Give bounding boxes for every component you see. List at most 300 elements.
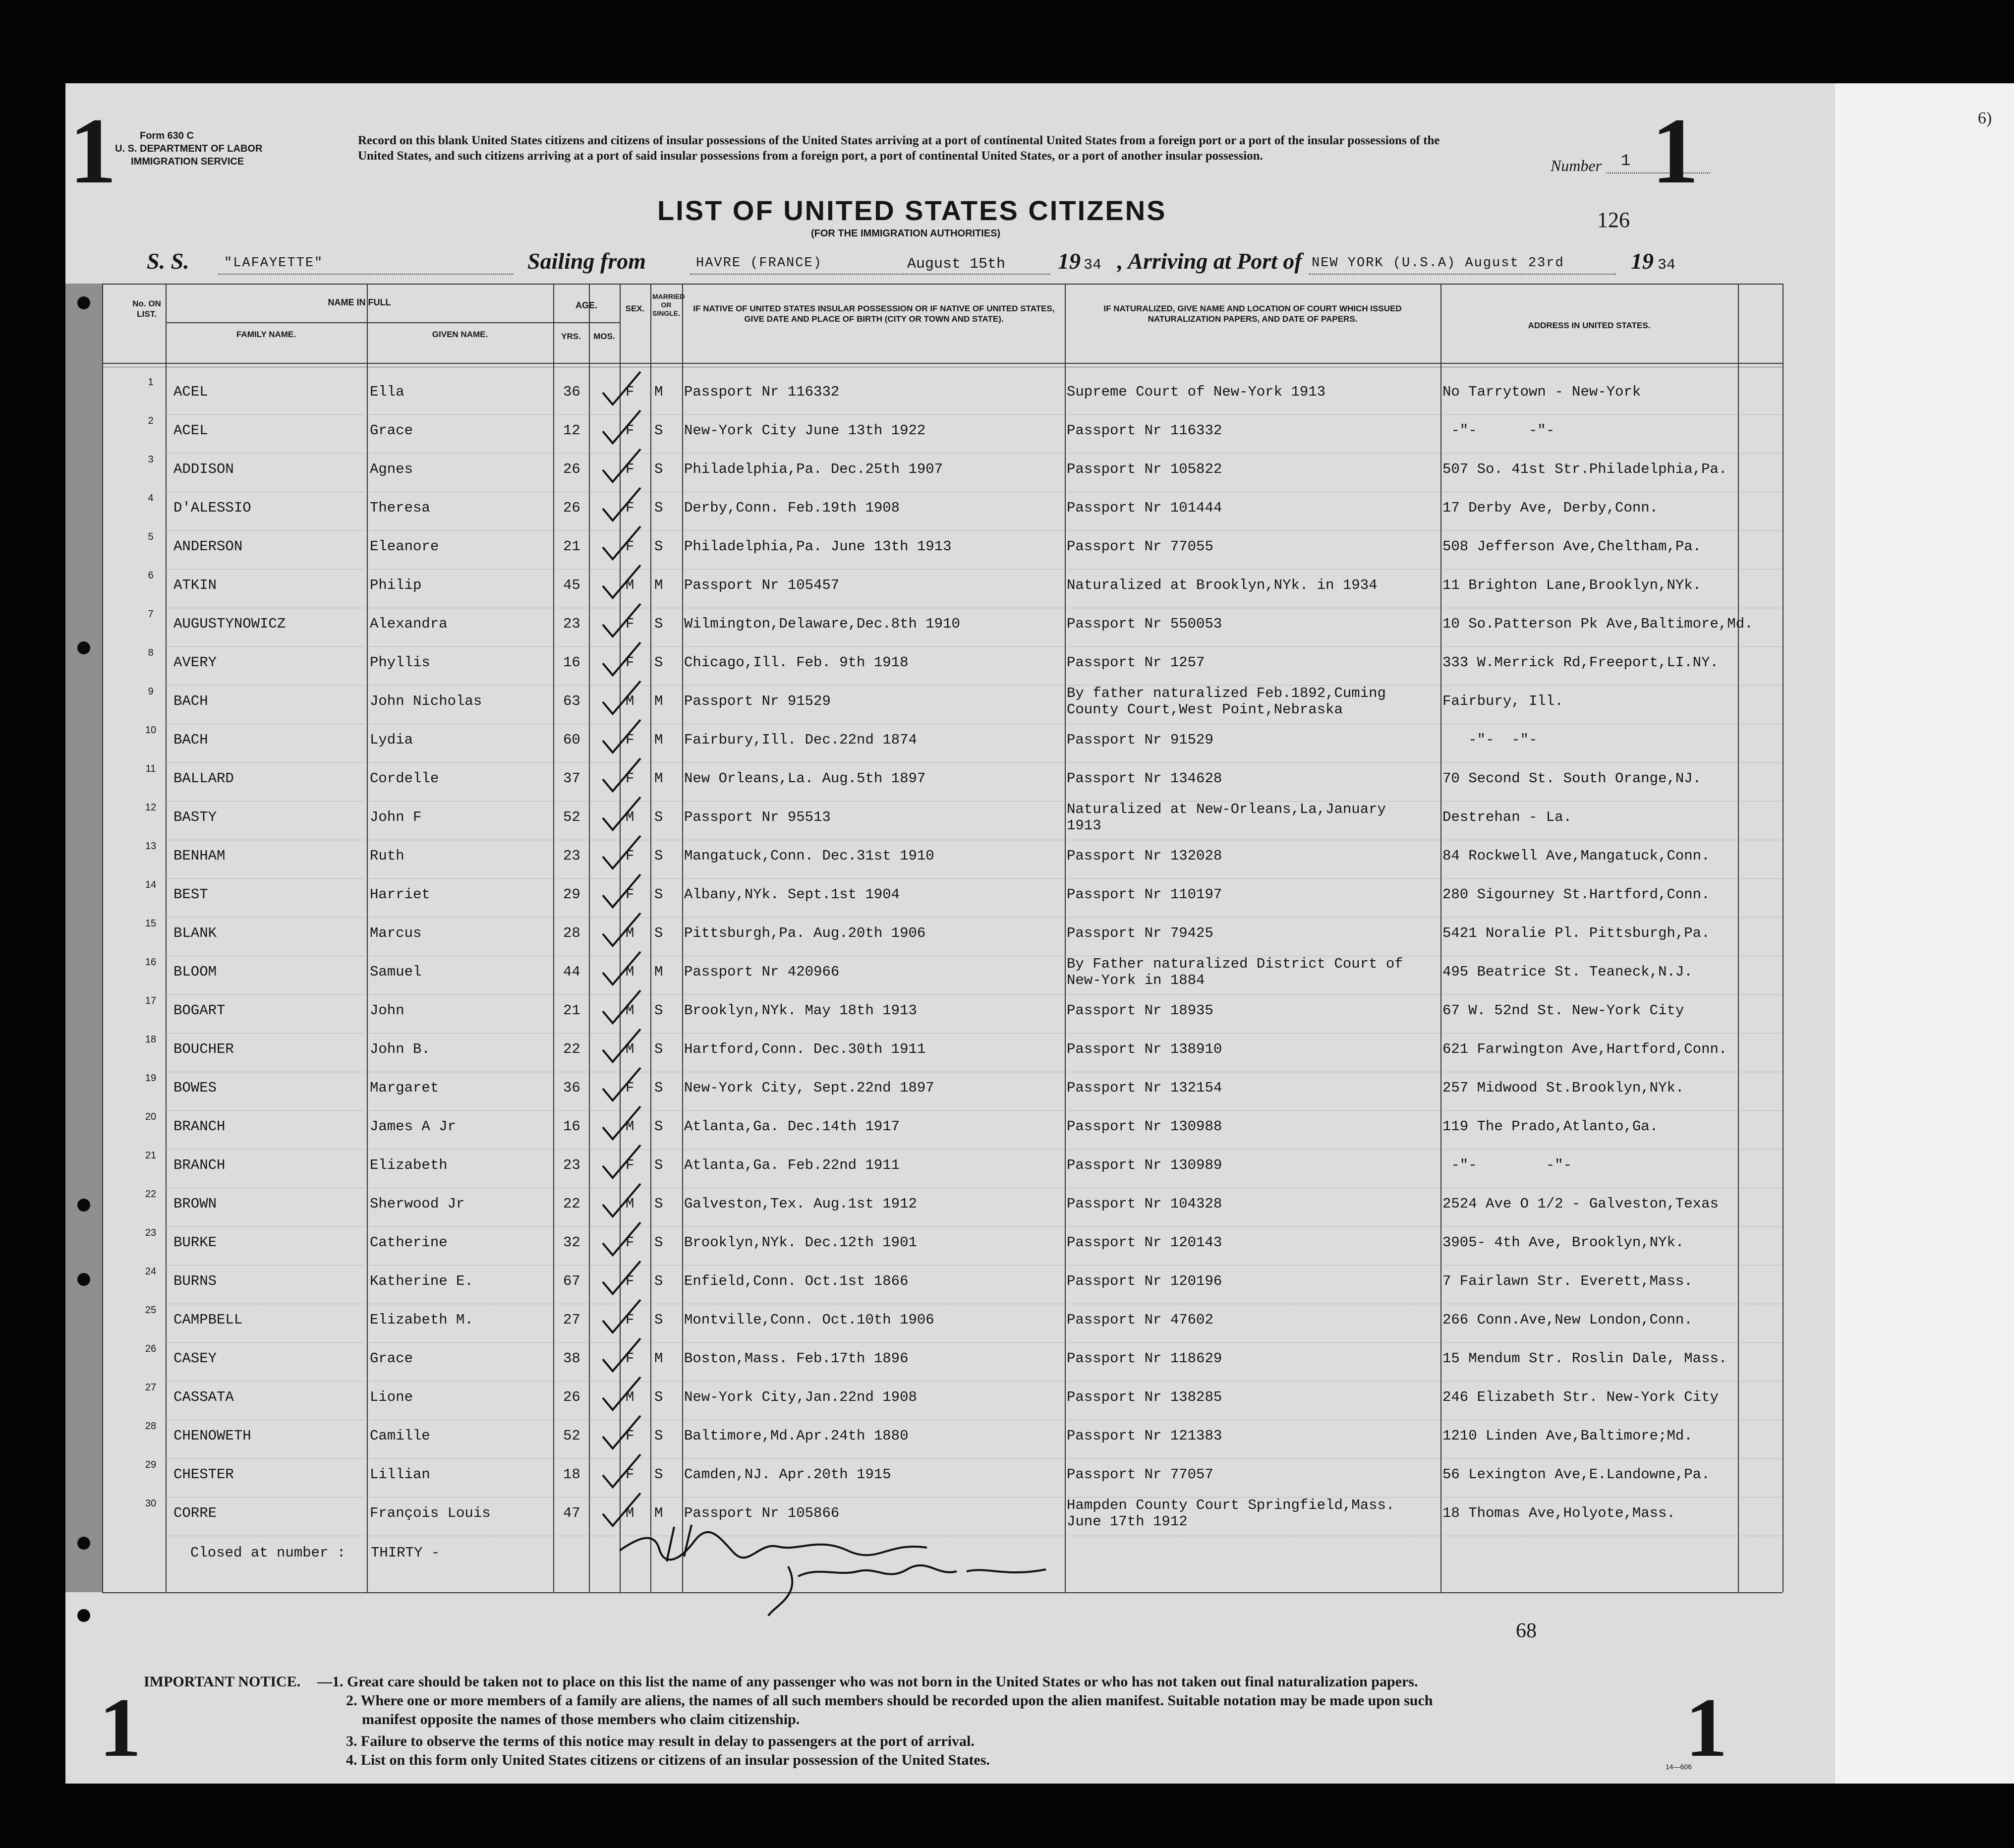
us-address: 266 Conn.Ave,New London,Conn. (1442, 1312, 1693, 1328)
row-number: 7 (148, 609, 154, 620)
family-name: BALLARD (173, 770, 234, 787)
arriving-port: NEW YORK (U.S.A) August 23rd (1312, 256, 1564, 271)
row-rule (166, 569, 1783, 570)
given-name: Elizabeth M. (370, 1312, 473, 1328)
table-row (0, 1150, 2014, 1188)
family-name: CHESTER (173, 1466, 234, 1483)
inspector-check-mark (593, 1257, 647, 1302)
us-address: 15 Mendum Str. Roslin Dale, Mass. (1442, 1350, 1727, 1367)
col-age: AGE. (575, 300, 597, 310)
inspector-check-mark (593, 406, 647, 451)
col-given-name: GIVEN NAME. (432, 330, 488, 339)
given-name: Alexandra (370, 616, 448, 632)
us-address: 5421 Noralie Pl. Pittsburgh,Pa. (1442, 925, 1710, 941)
us-address: 67 W. 52nd St. New-York City (1442, 1002, 1684, 1019)
inspector-check-mark (593, 638, 647, 683)
inspector-check-mark (593, 1450, 647, 1495)
family-name: BENHAM (173, 848, 226, 864)
table-row (0, 1459, 2014, 1498)
marital-status: M (654, 1505, 663, 1521)
sex: M (626, 577, 634, 593)
naturalization: Passport Nr 118629 (1067, 1350, 1222, 1367)
notice-item-1: —1. Great care should be taken not to place on this list the name of any passenger who was not born in the United States or who has not taken out final naturalization papers. (317, 1674, 1418, 1690)
naturalization: Passport Nr 116332 (1067, 422, 1222, 439)
sex: F (626, 1234, 634, 1251)
family-name: BACH (173, 732, 208, 748)
marital-status: S (654, 1312, 663, 1328)
table-row (0, 1343, 2014, 1382)
page-number: 68 (1516, 1619, 1537, 1642)
age-years: 45 (563, 577, 580, 593)
given-name: Ella (370, 384, 404, 400)
sex: F (626, 538, 634, 555)
age-years: 63 (563, 693, 580, 709)
family-name: BURKE (173, 1234, 217, 1251)
place-of-birth: Boston,Mass. Feb.17th 1896 (684, 1350, 909, 1367)
given-name: John (370, 1002, 404, 1019)
table-row (0, 531, 2014, 570)
sex: M (626, 1118, 634, 1135)
us-address: 2524 Ave O 1/2 - Galveston,Texas (1442, 1196, 1719, 1212)
row-rule (166, 994, 1783, 995)
marital-status: M (654, 770, 663, 787)
row-number: 13 (145, 841, 157, 852)
row-rule (166, 646, 1783, 647)
inspector-check-mark (593, 600, 647, 644)
naturalization: Passport Nr 120196 (1067, 1273, 1222, 1289)
marital-status: S (654, 616, 663, 632)
family-name: BRANCH (173, 1118, 226, 1135)
place-of-birth: Galveston,Tex. Aug.1st 1912 (684, 1196, 917, 1212)
margin-mark: 6) (1978, 109, 1992, 127)
table-row (0, 1421, 2014, 1459)
place-of-birth: Brooklyn,NYk. May 18th 1913 (684, 1002, 917, 1019)
place-of-birth: Chicago,Ill. Feb. 9th 1918 (684, 654, 909, 671)
us-address: -"- -"- (1442, 1157, 1572, 1173)
given-name: Marcus (370, 925, 422, 941)
naturalization: Passport Nr 121383 (1067, 1428, 1222, 1444)
place-of-birth: Passport Nr 116332 (684, 384, 840, 400)
naturalization: Passport Nr 130988 (1067, 1118, 1222, 1135)
table-row (0, 647, 2014, 686)
number-value: 1 (1621, 152, 1631, 170)
marital-status: S (654, 538, 663, 555)
sex: M (626, 1505, 634, 1521)
table-row (0, 1111, 2014, 1150)
row-number: 4 (148, 493, 154, 504)
row-rule (166, 1110, 1783, 1111)
age-years: 52 (563, 1428, 580, 1444)
table-row (0, 1382, 2014, 1420)
place-of-birth: Wilmington,Delaware,Dec.8th 1910 (684, 616, 960, 632)
age-years: 67 (563, 1273, 580, 1289)
us-address: 495 Beatrice St. Teaneck,N.J. (1442, 964, 1693, 980)
place-of-birth: Passport Nr 420966 (684, 964, 840, 980)
family-name: CASSATA (173, 1389, 234, 1405)
inspector-check-mark (593, 1218, 647, 1263)
sheet-number-mark-top-left: 1 (69, 99, 116, 203)
sheet-number-mark-top-right: 1 (1652, 99, 1699, 203)
age-years: 32 (563, 1234, 580, 1251)
marital-status: S (654, 1080, 663, 1096)
age-years: 22 (563, 1041, 580, 1057)
given-name: Philip (370, 577, 422, 593)
age-years: 38 (563, 1350, 580, 1367)
age-years: 21 (563, 1002, 580, 1019)
table-row (0, 763, 2014, 802)
inspector-check-mark (593, 1180, 647, 1224)
table-row (0, 957, 2014, 995)
naturalization: Passport Nr 132028 (1067, 848, 1222, 864)
given-name: John B. (370, 1041, 430, 1057)
inspector-check-mark (593, 754, 647, 799)
inspector-check-mark (593, 948, 647, 992)
family-name: CASEY (173, 1350, 217, 1367)
row-number: 27 (145, 1382, 157, 1393)
given-name: Eleanore (370, 538, 439, 555)
place-of-birth: Montville,Conn. Oct.10th 1906 (684, 1312, 934, 1328)
arriving-year: 34 (1658, 257, 1676, 274)
naturalization: Passport Nr 104328 (1067, 1196, 1222, 1212)
given-name: Catherine (370, 1234, 448, 1251)
family-name: BLOOM (173, 964, 217, 980)
us-address: 18 Thomas Ave,Holyote,Mass. (1442, 1505, 1675, 1521)
marital-status: S (654, 1157, 663, 1173)
number-label: Number (1551, 157, 1602, 174)
sex: F (626, 654, 634, 671)
place-of-birth: Atlanta,Ga. Dec.14th 1917 (684, 1118, 900, 1135)
family-name: ANDERSON (173, 538, 243, 555)
age-years: 26 (563, 461, 580, 477)
age-years: 27 (563, 1312, 580, 1328)
row-rule (166, 1033, 1783, 1034)
page-subtitle: (FOR THE IMMIGRATION AUTHORITIES) (811, 228, 1001, 239)
sex: M (626, 1196, 634, 1212)
naturalization: Passport Nr 138910 (1067, 1041, 1222, 1057)
marital-status: S (654, 925, 663, 941)
naturalization: Passport Nr 110197 (1067, 886, 1222, 903)
family-name: BASTY (173, 809, 217, 825)
inspector-check-mark (593, 368, 647, 412)
sex: F (626, 848, 634, 864)
inspector-check-mark (593, 1102, 647, 1147)
row-number: 5 (148, 531, 154, 542)
table-row (0, 1305, 2014, 1343)
given-name: Agnes (370, 461, 413, 477)
closed-at-label: Closed at number : (190, 1545, 346, 1561)
table-row (0, 841, 2014, 879)
table-row (0, 570, 2014, 608)
row-rule (166, 1149, 1783, 1150)
inspector-check-mark (593, 909, 647, 954)
marital-status: M (654, 384, 663, 400)
col-married-single: MARRIED OR SINGLE. (652, 292, 685, 317)
marital-status: S (654, 654, 663, 671)
table-row (0, 493, 2014, 531)
table-row (0, 995, 2014, 1034)
place-of-birth: Philadelphia,Pa. Dec.25th 1907 (684, 461, 943, 477)
place-of-birth: Passport Nr 91529 (684, 693, 831, 709)
sex: F (626, 1273, 634, 1289)
row-number: 2 (148, 415, 154, 426)
row-number: 11 (145, 763, 156, 774)
place-of-birth: New Orleans,La. Aug.5th 1897 (684, 770, 926, 787)
row-rule (166, 1458, 1783, 1459)
col-no: No. ON LIST. (132, 299, 161, 319)
age-years: 21 (563, 538, 580, 555)
us-address: Fairbury, Ill. (1442, 693, 1563, 709)
marital-status: S (654, 1196, 663, 1212)
naturalization: Passport Nr 77057 (1067, 1466, 1213, 1483)
col-age-yrs: YRS. (561, 332, 581, 341)
naturalization: By Father naturalized District Court of New-York in 1884 (1067, 956, 1403, 988)
inspector-check-mark (593, 1373, 647, 1418)
us-address: 333 W.Merrick Rd,Freeport,LI.NY. (1442, 654, 1719, 671)
naturalization: Hampden County Court Springfield,Mass. June 17th 1912 (1067, 1497, 1395, 1530)
marital-status: M (654, 1350, 663, 1367)
place-of-birth: Fairbury,Ill. Dec.22nd 1874 (684, 732, 917, 748)
sex: F (626, 1157, 634, 1173)
row-number: 20 (145, 1111, 157, 1122)
inspector-check-mark (593, 522, 647, 567)
sex: F (626, 732, 634, 748)
naturalization: Passport Nr 91529 (1067, 732, 1213, 748)
marital-status: M (654, 577, 663, 593)
sex: M (626, 1389, 634, 1405)
marital-status: S (654, 1234, 663, 1251)
table-row (0, 802, 2014, 840)
family-name: BROWN (173, 1196, 217, 1212)
notice-item-4: 4. List on this form only United States citizens or citizens of an insular possession of the United States. (346, 1752, 990, 1768)
sex: F (626, 886, 634, 903)
family-name: BOWES (173, 1080, 217, 1096)
age-years: 26 (563, 1389, 580, 1405)
arriving-label: , Arriving at Port of (1117, 248, 1302, 274)
col-address: ADDRESS IN UNITED STATES. (1528, 321, 1651, 330)
row-number: 16 (145, 957, 157, 968)
row-number: 15 (145, 918, 157, 929)
sailing-year-prefix: 19 (1058, 248, 1081, 274)
inspector-check-mark (593, 1064, 647, 1108)
us-address: 3905- 4th Ave, Brooklyn,NYk. (1442, 1234, 1684, 1251)
us-address: 7 Fairlawn Str. Everett,Mass. (1442, 1273, 1693, 1289)
row-number: 30 (145, 1498, 157, 1509)
naturalization: Passport Nr 105822 (1067, 461, 1222, 477)
us-address: 621 Farwington Ave,Hartford,Conn. (1442, 1041, 1727, 1057)
us-address: No Tarrytown - New-York (1442, 384, 1641, 400)
row-number: 1 (148, 377, 154, 388)
marital-status: M (654, 693, 663, 709)
row-number: 18 (145, 1034, 157, 1045)
inspector-check-mark (593, 1141, 647, 1186)
place-of-birth: Brooklyn,NYk. Dec.12th 1901 (684, 1234, 917, 1251)
age-years: 60 (563, 732, 580, 748)
ss-label: S. S. (147, 248, 189, 274)
us-address: 119 The Prado,Atlanto,Ga. (1442, 1118, 1659, 1135)
place-of-birth: New-York City June 13th 1922 (684, 422, 926, 439)
us-address: 11 Brighton Lane,Brooklyn,NYk. (1442, 577, 1702, 593)
table-row (0, 415, 2014, 454)
row-number: 6 (148, 570, 154, 581)
inspector-check-mark (593, 1296, 647, 1340)
naturalization: Passport Nr 138285 (1067, 1389, 1222, 1405)
us-address: 246 Elizabeth Str. New-York City (1442, 1389, 1719, 1405)
given-name: Sherwood Jr (370, 1196, 465, 1212)
given-name: Theresa (370, 500, 430, 516)
place-of-birth: Hartford,Conn. Dec.30th 1911 (684, 1041, 926, 1057)
naturalization: Passport Nr 550053 (1067, 616, 1222, 632)
marital-status: S (654, 809, 663, 825)
naturalization: Passport Nr 18935 (1067, 1002, 1213, 1019)
sex: M (626, 925, 634, 941)
naturalization: Passport Nr 130989 (1067, 1157, 1222, 1173)
row-rule (166, 801, 1783, 802)
sheet-number-mark-bottom-right: 1 (1685, 1681, 1727, 1774)
col-sex: SEX. (625, 304, 645, 313)
given-name: Elizabeth (370, 1157, 448, 1173)
given-name: François Louis (370, 1505, 491, 1521)
family-name: BURNS (173, 1273, 217, 1289)
arriving-year-prefix: 19 (1631, 248, 1654, 274)
family-name: ATKIN (173, 577, 217, 593)
us-address: 70 Second St. South Orange,NJ. (1442, 770, 1702, 787)
age-years: 36 (563, 384, 580, 400)
place-of-birth: Atlanta,Ga. Feb.22nd 1911 (684, 1157, 900, 1173)
age-years: 16 (563, 654, 580, 671)
sailing-year: 34 (1084, 257, 1102, 274)
age-years: 23 (563, 616, 580, 632)
place-of-birth: Passport Nr 105457 (684, 577, 840, 593)
marital-status: S (654, 1041, 663, 1057)
marital-status: S (654, 1118, 663, 1135)
sailing-from: HAVRE (FRANCE) (696, 256, 822, 271)
family-name: BOUCHER (173, 1041, 234, 1057)
marital-status: S (654, 1273, 663, 1289)
row-rule (166, 414, 1783, 415)
us-address: 1210 Linden Ave,Baltimore;Md. (1442, 1428, 1693, 1444)
place-of-birth: Baltimore,Md.Apr.24th 1880 (684, 1428, 909, 1444)
age-years: 23 (563, 1157, 580, 1173)
marital-status: S (654, 1389, 663, 1405)
age-years: 52 (563, 809, 580, 825)
naturalization: Passport Nr 47602 (1067, 1312, 1213, 1328)
row-number: 26 (145, 1343, 157, 1354)
print-code: 14—606 (1666, 1763, 1692, 1771)
place-of-birth: Passport Nr 95513 (684, 809, 831, 825)
table-row (0, 1073, 2014, 1111)
inspector-check-mark (593, 484, 647, 528)
row-number: 19 (145, 1073, 157, 1084)
row-number: 29 (145, 1459, 157, 1470)
closed-at-value: THIRTY - (371, 1545, 440, 1561)
age-years: 22 (563, 1196, 580, 1212)
family-name: BOGART (173, 1002, 226, 1019)
table-row (0, 377, 2014, 415)
family-name: ADDISON (173, 461, 234, 477)
us-address: 507 So. 41st Str.Philadelphia,Pa. (1442, 461, 1727, 477)
sex: F (626, 422, 634, 439)
given-name: Lydia (370, 732, 413, 748)
page-title: LIST OF UNITED STATES CITIZENS (657, 195, 1167, 226)
us-address: -"- -"- (1442, 422, 1555, 439)
place-of-birth: Derby,Conn. Feb.19th 1908 (684, 500, 900, 516)
place-of-birth: Enfield,Conn. Oct.1st 1866 (684, 1273, 909, 1289)
naturalization: Passport Nr 1257 (1067, 654, 1205, 671)
age-years: 37 (563, 770, 580, 787)
given-name: Ruth (370, 848, 404, 864)
us-address: 508 Jefferson Ave,Cheltham,Pa. (1442, 538, 1702, 555)
col-name-in-full: NAME IN FULL (328, 297, 391, 307)
naturalization: Passport Nr 79425 (1067, 925, 1213, 941)
row-rule (166, 530, 1783, 531)
row-number: 17 (145, 995, 157, 1006)
inspector-check-mark (593, 986, 647, 1031)
naturalization: By father naturalized Feb.1892,Cuming County Court,West Point,Nebraska (1067, 685, 1386, 718)
inspector-check-mark (593, 793, 647, 838)
given-name: Lione (370, 1389, 413, 1405)
table-row (0, 918, 2014, 956)
row-number: 28 (145, 1421, 157, 1432)
sex: M (626, 964, 634, 980)
age-years: 47 (563, 1505, 580, 1521)
row-rule (166, 1381, 1783, 1382)
age-years: 18 (563, 1466, 580, 1483)
family-name: CAMPBELL (173, 1312, 243, 1328)
given-name: John Nicholas (370, 693, 482, 709)
notice-item-2: 2. Where one or more members of a family are aliens, the names of all such members should be recorded upon the alien manifest. Suitable notation may be made upon such (346, 1692, 1433, 1709)
table-row (0, 725, 2014, 763)
given-name: Camille (370, 1428, 430, 1444)
place-of-birth: Passport Nr 105866 (684, 1505, 840, 1521)
table-row (0, 454, 2014, 492)
department: U. S. DEPARTMENT OF LABOR (115, 143, 263, 154)
row-number: 3 (148, 454, 154, 465)
family-name: AUGUSTYNOWICZ (173, 616, 286, 632)
us-address: 10 So.Patterson Pk Ave,Baltimore,Md. (1442, 616, 1753, 632)
col-age-mos: MOS. (593, 332, 615, 341)
preamble-text: Record on this blank United States citizens and citizens of insular possessions of the United States arriving at a port of continental United States from a foreign port or a port of the insular possessions of the United States, and such citizens arriving at a port of said insular possessions from a foreign port, a port of continental United States, or a port of another insular possession. (358, 134, 1440, 163)
marital-status: S (654, 1002, 663, 1019)
row-number: 14 (145, 879, 157, 890)
row-number: 10 (145, 725, 157, 736)
naturalization: Naturalized at Brooklyn,NYk. in 1934 (1067, 577, 1378, 593)
us-address: 257 Midwood St.Brooklyn,NYk. (1442, 1080, 1684, 1096)
inspector-check-mark (593, 1025, 647, 1070)
sex: F (626, 1428, 634, 1444)
family-name: BEST (173, 886, 208, 903)
given-name: Katherine E. (370, 1273, 473, 1289)
place-of-birth: Mangatuck,Conn. Dec.31st 1910 (684, 848, 934, 864)
age-years: 28 (563, 925, 580, 941)
form-number: Form 630 C (140, 130, 194, 141)
sex: M (626, 693, 634, 709)
sheet-number-mark-bottom-left: 1 (99, 1681, 141, 1774)
row-rule (166, 1265, 1783, 1266)
official-signature (610, 1522, 1115, 1616)
row-rule (166, 917, 1783, 918)
naturalization: Passport Nr 101444 (1067, 500, 1222, 516)
family-name: CHENOWETH (173, 1428, 251, 1444)
row-number: 9 (148, 686, 154, 697)
marital-status: S (654, 500, 663, 516)
age-years: 16 (563, 1118, 580, 1135)
age-years: 44 (563, 964, 580, 980)
marital-status: S (654, 848, 663, 864)
given-name: Grace (370, 422, 413, 439)
age-years: 12 (563, 422, 580, 439)
page-stamp: 126 (1597, 208, 1630, 232)
given-name: Margaret (370, 1080, 439, 1096)
